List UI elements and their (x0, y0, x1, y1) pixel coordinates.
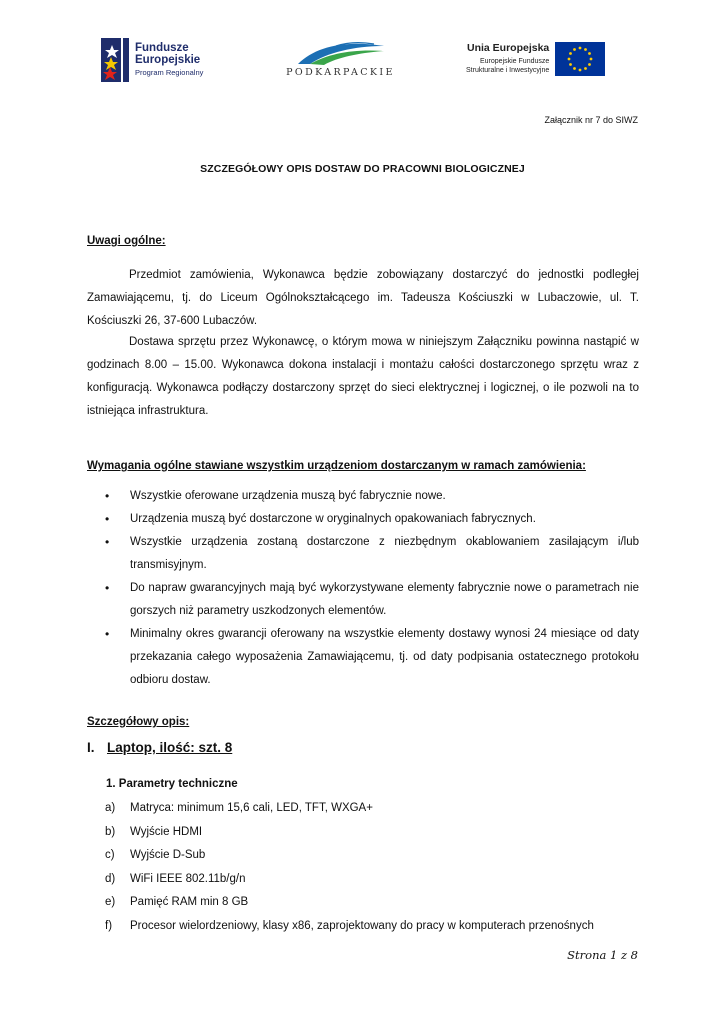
list-item-text: Do napraw gwarancyjnych mają być wykorzystywane elementy fabrycznie nowe o parametrach nie gorszych niż parametry uszkodzonych elementów. (130, 582, 639, 617)
podkarpackie-text: PODKARPACKIE (286, 67, 395, 78)
list-item (87, 844, 647, 868)
list-item (87, 623, 639, 692)
general-requirements-heading: Wymagania ogólne stawiane wszystkim urządzeniom dostarczanym w ramach zamówienia: (87, 460, 586, 472)
paragraph-delivery (87, 331, 639, 423)
subsection-heading-parameters: 1. Parametry techniczne (106, 778, 238, 790)
list-item-letter: f) (105, 919, 113, 932)
bullet-icon: • (105, 581, 110, 595)
list-item (87, 508, 639, 531)
list-item-letter: c) (105, 849, 115, 862)
list-item (87, 577, 639, 623)
bullet-icon: • (105, 627, 110, 641)
unia-europejska-logo (466, 42, 605, 78)
paragraph-subject (87, 264, 639, 333)
parameters-list (87, 797, 647, 939)
section-heading-laptop (87, 740, 232, 755)
ue-logo-line3: Strukturalne i Inwestycyjne (466, 67, 550, 74)
detailed-description-heading: Szczegółowy opis: (87, 716, 190, 728)
document-title: SZCZEGÓŁOWY OPIS DOSTAW DO PRACOWNI BIOLOGICZNEJ (200, 163, 525, 175)
list-item (87, 868, 647, 892)
list-item-letter: e) (105, 896, 116, 909)
list-item-letter: b) (105, 825, 116, 838)
fe-logo-line3: Program Regionalny (135, 67, 204, 77)
bullet-icon: • (105, 489, 110, 503)
list-item (87, 531, 639, 577)
list-item-text: Wszystkie urządzenia zostaną dostarczone z niezbędnym okablowaniem zasilającym i/lub transmisyjnym. (130, 536, 639, 571)
podkarpackie-logo (283, 40, 398, 82)
list-item-text: Matryca: minimum 15,6 cali, LED, TFT, WXGA+ (130, 802, 373, 814)
paragraph-subject-text: Przedmiot zamówienia, Wykonawca będzie zobowiązany dostarczyć do jednostki podległej Zamawiającemu, tj. do Liceum Ogólnokształcącego im. Tadeusza Kościuszki w Lubaczowie, ul. T. Kościuszki 26, 37-600 Lubaczów. (87, 269, 639, 327)
requirements-list (87, 485, 639, 692)
list-item-text: Wyjście D-Sub (130, 849, 206, 862)
list-item-text: Pamięć RAM min 8 GB (130, 896, 249, 909)
list-item-letter: d) (105, 872, 116, 885)
list-item-text: Urządzenia muszą być dostarczone w oryginalnych opakowaniach fabrycznych. (130, 513, 536, 525)
fe-logo-line1: Fundusze (135, 41, 189, 54)
list-item-text: Minimalny okres gwarancji oferowany na wszystkie elementy dostawy wynosi 24 miesiące od daty przekazania całego wyposażenia Zamawiającemu, tj. od daty podpisania ostatecznego protokołu odbioru dostaw. (130, 628, 639, 686)
list-item (87, 797, 647, 821)
page-number: Strona 1 z 8 (567, 948, 638, 962)
bullet-icon: • (105, 535, 110, 549)
list-item-letter: a) (105, 802, 116, 814)
annex-label: Załącznik nr 7 do SIWZ (544, 115, 638, 125)
list-item-text: Wszystkie oferowane urządzenia muszą być fabrycznie nowe. (130, 490, 446, 502)
list-item-text: Wyjście HDMI (130, 825, 203, 838)
list-item (87, 891, 647, 915)
section-title: Laptop, ilość: szt. 8 (107, 740, 233, 755)
eu-flag-icon (555, 42, 605, 76)
paragraph-delivery-text: Dostawa sprzętu przez Wykonawcę, o którym mowa w niniejszym Załączniku powinna nastąpić w godzinach 8.00 – 15.00. Wykonawca dokona instalacji i montażu całości dostarczonego sprzętu wraz z konfiguracją. Wykonawca podłączy dostarczony sprzęt do sieci elektrycznej i logicznej, o ile pozwoli na to istniejąca infrastruktura. (87, 336, 639, 417)
fe-flag-icon (101, 38, 129, 82)
fundusze-europejskie-logo (101, 37, 203, 83)
bullet-icon: • (105, 512, 110, 526)
list-item (87, 821, 647, 845)
list-item-text: Procesor wielordzeniowy, klasy x86, zaprojektowany do pracy w komputerach przenośnych (130, 919, 594, 932)
ue-logo-line1: Unia Europejska (466, 42, 550, 54)
general-notes-heading: Uwagi ogólne: (87, 235, 166, 247)
list-item (87, 485, 639, 508)
podkarpackie-hills-icon (296, 40, 386, 66)
fe-logo-line2: Europejskie (135, 53, 201, 66)
ue-logo-line2: Europejskie Fundusze (480, 58, 550, 65)
section-number: I. (87, 740, 95, 755)
list-item-text: WiFi IEEE 802.11b/g/n (130, 872, 246, 885)
list-item (87, 915, 647, 939)
